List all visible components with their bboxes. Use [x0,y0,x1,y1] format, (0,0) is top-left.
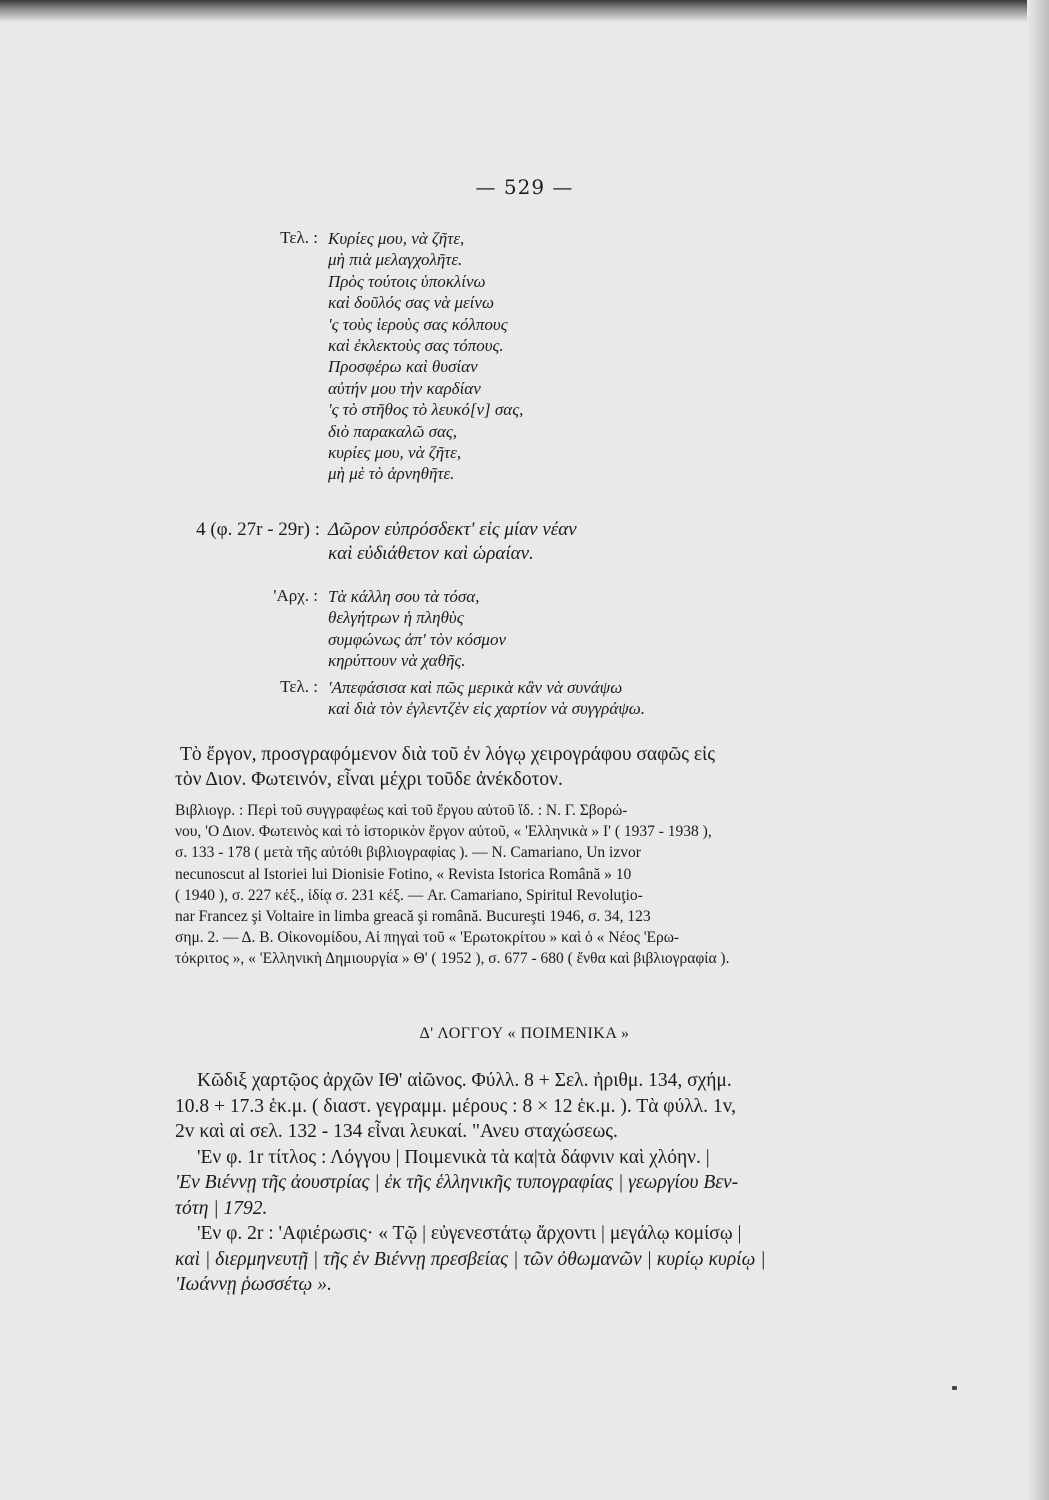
prose-paragraph [175,742,835,792]
verse-line: θελγήτρων ἡ πληθὺς [328,608,464,628]
block4-label: Τελ. : [280,677,318,696]
verse-line: Δῶρον εὐπρόσδεκτ' εἰς μίαν νέαν [328,519,577,540]
desc-line: 'Εν φ. 2r : 'Αφιέρωσις· « Τῷ | εὐγενεστάτῳ ἄρχοντι | μεγάλῳ κομίσῳ | [197,1223,742,1244]
verse-line: διὸ παρακαλῶ σας, [328,421,458,441]
desc-line: τότη | 1792. [175,1197,268,1219]
biblio-line: necunoscut al Istoriei lui Dionisie Fotino, « Revista Istorica Română » 10 [175,865,632,883]
desc-line: 'Ιωάννῃ ῥωσσέτῳ ». [175,1274,332,1295]
verse-line: καὶ εὐδιάθετον καὶ ὡραίαν. [328,543,534,564]
verse-line: Προσφέρω καὶ θυσίαν [328,357,478,377]
prose-line: τὸν Διον. Φωτεινόν, εἶναι μέχρι τοῦδε ἀνέκδοτον. [175,769,563,790]
block2-verse [328,518,577,566]
biblio-line: nar Francez şi Voltaire in limba greacă şi română. Bucureşti 1946, σ. 34, 123 [175,908,651,926]
desc-line: 'Εν φ. 1r τίτλος : Λόγγου | Ποιμενικὰ τὰ κα|τὰ δάφνιν καὶ χλόην. | [197,1146,710,1168]
verse-line: Τὰ κάλλη σου τὰ τόσα, [328,587,480,606]
bibliography [175,800,835,970]
desc-line: 'Εν Βιέννῃ τῆς ἀουστρίας | ἐκ τῆς ἑλληνικῆς τυπογραφίας | γεωργίου Βεν- [175,1172,739,1193]
block3-label: 'Αρχ. : [273,586,318,605]
biblio-line: νου, 'Ο Διον. Φωτεινὸς καὶ τὸ ἱστορικὸν ἔργον αὐτοῦ, « 'Ελληνικὰ » Ι' ( 1937 - 1938 ), [175,823,712,841]
desc-line: 2v καὶ αἱ σελ. 132 - 134 εἶναι λευκαί. "Ανευ σταχώσεως. [175,1121,618,1142]
desc-line: 10.8 + 17.3 ἑκ.μ. ( διαστ. γεγραμμ. μέρους : 8 × 12 ἑκ.μ. ). Τὰ φύλλ. 1v, [175,1095,736,1117]
verse-line: μὴ πιὰ μελαγχολῆτε. [328,250,463,270]
block1-verse [328,228,523,485]
scan-right-edge [1027,0,1049,1500]
biblio-line: σ. 133 - 178 ( μετὰ τῆς αὐτόθι βιβλιογραφίας ). — N. Camariano, Un izvor [175,844,641,862]
ink-speck [952,1386,957,1390]
verse-line: κηρύττουν νὰ χαθῆς. [328,651,466,671]
desc-line: καὶ | διερμηνευτῇ | τῆς ἐν Βιέννῃ πρεσβείας | τῶν ὀθωμανῶν | κυρίῳ κυρίῳ | [175,1248,766,1270]
verse-line: 'ς τοὺς ἱεροὺς σας κόλπους [328,314,508,334]
block1-label: Τελ. : [280,228,318,247]
verse-line: αὐτήν μου τὴν καρδίαν [328,378,481,398]
verse-line: συμφώνως ἀπ' τὸν κόσμον [328,629,507,649]
verse-line: κυρίες μου, νὰ ζῆτε, [328,443,462,463]
block4-verse [328,677,645,720]
verse-line: καὶ ἐκλεκτοὺς σας τόπους. [328,336,504,356]
verse-line: Πρὸς τούτοις ὑποκλίνω [328,271,486,291]
verse-line: 'ς τὸ στῆθος τὸ λευκό[ν] σας, [328,400,524,420]
prose-line: Τὸ ἔργον, προσγραφόμενον διὰ τοῦ ἐν λόγῳ χειρογράφου σαφῶς εἰς [180,744,715,765]
biblio-line: τόκριτος », « 'Ελληνικὴ Δημιουργία » Θ' ( 1952 ), σ. 677 - 680 ( ἔνθα καὶ βιβλιογραφία ). [175,950,730,968]
biblio-line: ( 1940 ), σ. 227 κέξ., ἰδίᾳ σ. 231 κέξ. — Ar. Camariano, Spiritul Revoluţio- [175,886,643,904]
scan-top-edge [0,0,1049,22]
biblio-line: Βιβλιογρ. : Περὶ τοῦ συγγραφέως καὶ τοῦ ἔργου αὐτοῦ ἴδ. : Ν. Γ. Σβορώ- [175,802,628,819]
verse-line: 'Απεφάσισα καὶ πῶς μερικὰ κἂν νὰ συνάψω [328,678,623,697]
block3-verse [328,586,506,672]
section-heading: Δ' ΛΟΓΓΟΥ « ΠΟΙΜΕΝΙΚΑ » [419,1025,630,1042]
verse-line: καὶ δοῦλός σας νὰ μείνω [328,293,494,313]
manuscript-description [175,1068,835,1298]
page-number: — 529 — [475,175,574,199]
block2-label: 4 (φ. 27r - 29r) : [196,519,320,540]
verse-line: Κυρίες μου, νὰ ζῆτε, [328,229,465,248]
verse-line: καὶ διὰ τὸν ἐγλεντζὲν εἰς χαρτίον νὰ συγγράψω. [328,699,646,719]
desc-line: Κῶδιξ χαρτῷος ἀρχῶν ΙΘ' αἰῶνος. Φύλλ. 8 + Σελ. ἠριθμ. 134, σχήμ. [197,1070,732,1091]
verse-line: μὴ μὲ τὸ ἀρνηθῆτε. [328,464,455,484]
biblio-line: σημ. 2. — Δ. Β. Οἰκονομίδου, Αἱ πηγαὶ τοῦ « 'Ερωτοκρίτου » καὶ ὁ « Νέος 'Ερω- [175,929,680,947]
